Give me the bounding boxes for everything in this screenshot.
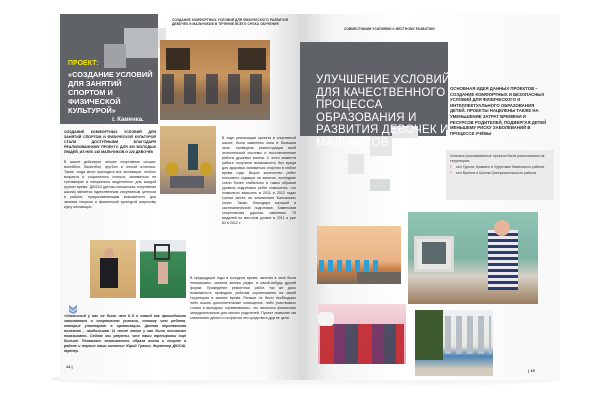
photo-computer-class	[408, 212, 538, 304]
decor-square	[370, 179, 390, 191]
info-item: › сел Гурьев, Кравиен и Хурутовке Каменского района,	[450, 164, 546, 171]
project-place: г. Каменка.	[112, 117, 144, 123]
red-arrow-icon: ›	[450, 164, 452, 171]
project-title: «СОЗДАНИЕ УСЛОВИЙ ДЛЯ ЗАНЯТИЙ СПОРТОМ И ФИЗИЧЕСКОЙ КУЛЬТУРОЙ»	[68, 70, 153, 115]
intro-paragraph: СОЗДАНИЕ КОМФОРТНЫХ УСЛОВИЙ ДЛЯ ЗАНЯТИЙ СПОРТОМ И ФИЗИЧЕСКОЙ КУЛЬТУРОЙ СТАЛИ ДОСТУПНЫМИ БЛАГОДАРЯ РЕАЛИЗОВАННОМУ ПРОЕКТУ, ДЛЯ 300 МОЛОДЫХ ЛЮДЕЙ, ИЗ НИХ 140 МАЛЬЧИКОВ И 220 ДЕВОЧЕК	[64, 130, 156, 154]
quote-paragraph: «Отличный у нас не было лет 8–9 и такой как прошедшими занимаются в спортивном условии, потому что ребята, которые участвуют в организации. Данная перспектива полезная – наибольшая. И, после этого у нас было основание показывать. Сейчас мы уверены, что наши тренировки ещё больше. Появилась возможность образа жизни и спорте в районе и первые наши штаты» Юрий Гракин, директор ДЮСШ, тренер.	[64, 314, 186, 353]
running-head: СОВМЕСТНЫМИ УСИЛИЯМИ К МЕСТНОМУ РАЗВИТИЮ	[344, 27, 435, 31]
info-box	[446, 150, 554, 200]
quote-chevron-icon	[68, 304, 78, 314]
body-paragraph: В школе действуют четыре спортивные секции: волейбол, баскетбол, футбол и легкой атлетики. Также, сюда могут приходить все желающие, любого возраста и социального статуса, заниматься на тренажерах в специально выделенное для каждой группы время. ДЮСШ (детско-юношеская спортивная школа) является единственным спортивным центром в районе, предоставляющим возможность для занятия спортом и физической культурой широкому кругу желающих.	[64, 160, 156, 209]
left-page	[60, 14, 300, 380]
column-2b-paragraph: В предыдущие годы в холодное время, занятия в зале были невозможны, занятия велись редко, в какой-нибудь другой форме. Проведение ремонтных работ, так же дало возможность проводить ребятам соревнования на своей территории в зимнее время. Раньше не было необходимо либо искать дополнительные помещения, либо участвовать только в выездных соревнованиях, что являлось финансово затруднительным для многих родителей. Проект позволил им сэкономить деньги и потратить эти средства в другие цели.	[190, 276, 296, 320]
article-title: УЛУЧШЕНИЕ УСЛОВИЙ ДЛЯ КАЧЕСТВЕННОГО ПРОЦЕССА ОБРАЗОВАНИЯ И РАЗВИТИЯ ДЕВОЧЕК И МАЛЬЧИКОВ	[316, 74, 451, 149]
red-arrow-icon: ›	[450, 169, 452, 176]
info-intro: Успешно реализованные проекты были реализованы на территории:	[450, 154, 545, 163]
photo-boy-dumbbell	[90, 240, 136, 298]
photo-girls-washing-hands	[318, 304, 406, 364]
photo-school-building	[415, 310, 493, 376]
decor-square	[348, 154, 364, 174]
photo-kindergarten-room	[317, 226, 401, 284]
project-label: ПРОЕКТ:	[68, 60, 99, 67]
decor-square	[124, 28, 158, 58]
running-head: СОЗДАНИЕ КОМФОРТНЫХ УСЛОВИЙ ДЛЯ ФИЗИЧЕСКОГО РАЗВИТИЯ ДЕВОЧЕК И МАЛЬЧИКОВ В ТЕЧЕНИЕ ВСЕГО СРОКА ОБУЧЕНИЯ	[172, 18, 288, 26]
column-2-paragraph: В ходе реализации проекта в спортивной школе, были заменены окна в большом зале, проведена реконструкция всей отопительной системы и восстановление работы душевых комнат. С этого момента работа получила возможность без вреда для здоровья заниматься спортом в любое время года. Вырос количество ребят постоянно ходящих на занятия, последние стали более стабильны и таким образом уровень подготовки ребят повысился, что позволило выиграть в 2011 и 2012 годах третьи места на чемпионате Балканских стран. Также, благодаря хорошей и систематической подготовке, Каменским спортсменам удалось завоевать 78 медалей на местном уровне в 2011 и уже 82 в 2012 г.	[222, 136, 296, 225]
photo-boys-exercising	[160, 40, 270, 120]
decor-square	[104, 44, 126, 68]
lead-paragraph: ОСНОВНАЯ ИДЕЯ ДАННЫХ ПРОЕКТОВ – СОЗДАНИЕ КОМФОРТНЫХ И БЕЗОПАСНЫХ УСЛОВИЙ ДЛЯ ФИЗИЧЕСКОГО И ИНТЕЛЛЕКТУАЛЬНОГО ОБРАЗОВАНИЯ ДЕТЕЙ. ПРОЕКТЫ НАЦЕЛЕНЫ ТАКЖЕ НА УМЕНЬШЕНИЕ ЗАТРАТ ВРЕМЕНИ И РЕСУРСОВ РОДИТЕЛЕЙ, ПОДВЕРГАЯ ДЕТЕЙ МЕНЬШЕМУ РИСКУ ЗАБОЛЕВАНИЙ В ПРОЦЕССЕ УЧЁБЫ	[450, 86, 547, 136]
page-number-left: 14 |	[66, 364, 73, 369]
right-page	[300, 14, 560, 380]
page-number-right: | 15	[528, 368, 535, 373]
photo-girl-green-wall	[140, 240, 186, 298]
info-item: › сел Валени и Шолна Григориопольского района.	[450, 169, 537, 176]
